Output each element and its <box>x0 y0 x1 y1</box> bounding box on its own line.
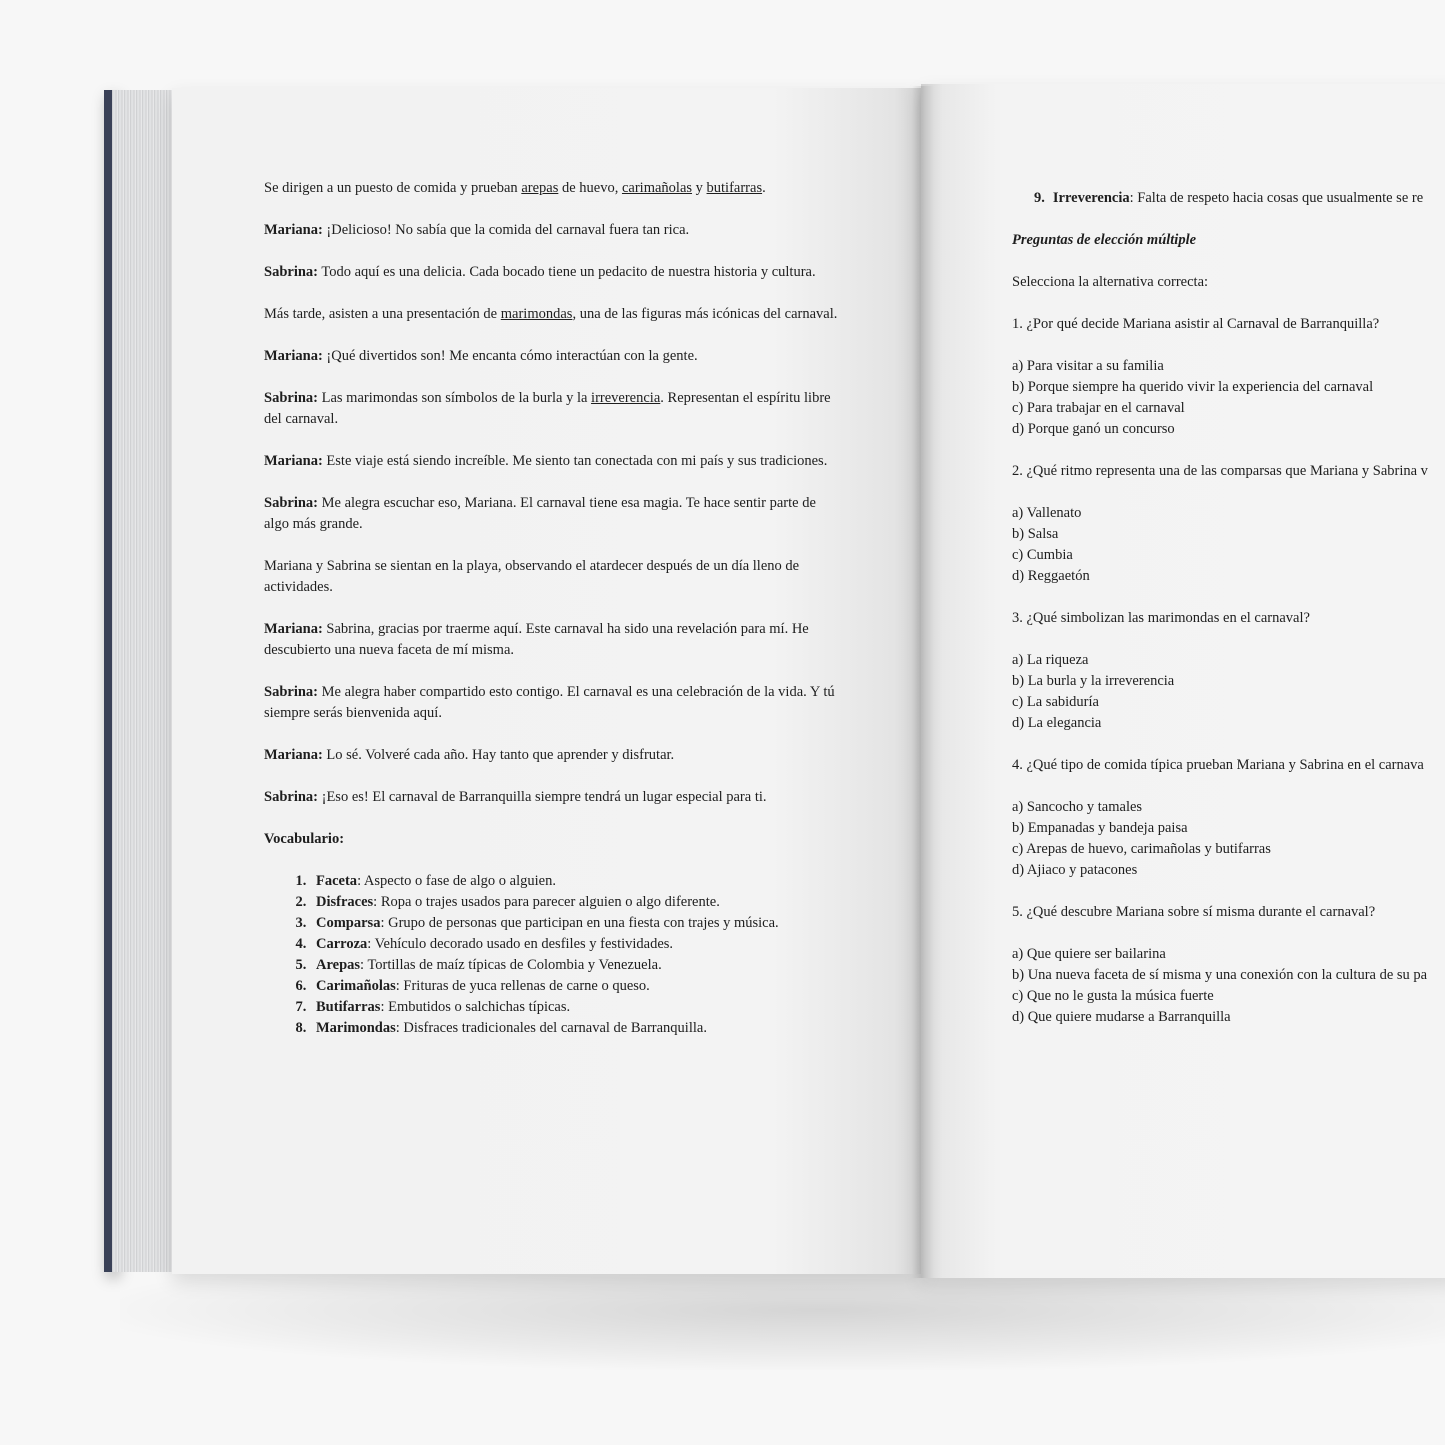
vocabulary-item-9 <box>1012 188 1445 209</box>
vocabulary-term: Irreverencia <box>1052 190 1130 206</box>
vocabulary-definition: : Embutidos o salchichas típicas. <box>380 999 571 1015</box>
narration-text: y <box>692 180 707 196</box>
page-stack-edge <box>112 90 174 1272</box>
dialogue-text: Me alegra haber compartido esto contigo. El carnaval es una celebración de la vida. Y tú siempre serás bienvenida aquí. <box>264 684 835 721</box>
dialogue-text: Me alegra escuchar eso, Mariana. El carnaval tiene esa magia. Te hace sentir parte de algo más grande. <box>264 495 816 532</box>
speaker-name: Mariana: <box>264 348 323 364</box>
dialogue-line <box>264 619 844 661</box>
dialogue-line <box>264 745 844 766</box>
dialogue-line <box>264 346 844 367</box>
answer-option: c) Arepas de huevo, carimañolas y butifarras <box>1012 841 1271 857</box>
answer-options <box>1012 503 1445 587</box>
question-text: 3. ¿Qué simbolizan las marimondas en el carnaval? <box>1012 610 1310 626</box>
answer-option: d) Porque ganó un concurso <box>1012 421 1175 437</box>
vocabulary-item <box>310 976 844 997</box>
dialogue-text: Sabrina, gracias por traerme aquí. Este carnaval ha sido una revelación para mí. He descubierto una nueva faceta de mí misma. <box>264 621 809 658</box>
vocabulary-term: Disfraces <box>316 894 374 910</box>
vocabulary-item <box>310 997 844 1018</box>
question-text: 5. ¿Qué descubre Mariana sobre sí misma durante el carnaval? <box>1012 904 1376 920</box>
dialogue-text: Lo sé. Volveré cada año. Hay tanto que aprender y disfrutar. <box>322 747 675 763</box>
answer-option: a) Que quiere ser bailarina <box>1012 946 1166 962</box>
answer-option: a) Para visitar a su familia <box>1012 358 1164 374</box>
instruction-text: Selecciona la alternativa correcta: <box>1012 274 1209 290</box>
vocabulary-item <box>310 934 844 955</box>
vocabulary-term: Marimondas <box>316 1020 396 1036</box>
underlined-word-carimanolas: carimañolas <box>621 180 693 196</box>
dialogue-text: Todo aquí es una delicia. Cada bocado tiene un pedacito de nuestra historia y cultura. <box>318 264 816 280</box>
vocabulary-term: Arepas <box>316 957 361 973</box>
speaker-name: Mariana: <box>264 747 323 763</box>
answer-option: a) Vallenato <box>1012 505 1082 521</box>
narration-text: , una de las figuras más icónicas del carnaval. <box>572 306 838 322</box>
vocabulary-item <box>310 955 844 976</box>
narration-beach: Mariana y Sabrina se sientan en la playa, observando el atardecer después de un día lleno de actividades. <box>264 558 800 595</box>
vocabulary-list <box>264 871 844 1039</box>
speaker-name: Sabrina: <box>264 390 318 406</box>
dialogue-line <box>264 493 844 535</box>
answer-options <box>1012 944 1445 1028</box>
question-text: 1. ¿Por qué decide Mariana asistir al Carnaval de Barranquilla? <box>1012 316 1380 332</box>
answer-option: a) La riqueza <box>1012 652 1089 668</box>
answer-option: b) Porque siempre ha querido vivir la experiencia del carnaval <box>1012 379 1374 395</box>
underlined-word-irreverencia: irreverencia <box>591 390 661 406</box>
answer-option: c) Que no le gusta la música fuerte <box>1012 988 1214 1004</box>
dialogue-text: Este viaje está siendo increíble. Me siento tan conectada con mi país y sus tradiciones. <box>322 453 828 469</box>
vocabulary-definition: : Aspecto o fase de algo o alguien. <box>357 873 556 889</box>
answer-option: c) Cumbia <box>1012 547 1073 563</box>
vocabulary-definition: : Frituras de yuca rellenas de carne o queso. <box>395 978 650 994</box>
speaker-name: Mariana: <box>264 453 323 469</box>
speaker-name: Sabrina: <box>264 495 318 511</box>
vocabulary-definition: : Grupo de personas que participan en una fiesta con trajes y música. <box>380 915 779 931</box>
answer-option: b) Salsa <box>1012 526 1059 542</box>
dialogue-text: ¡Delicioso! No sabía que la comida del carnaval fuera tan rica. <box>322 222 690 238</box>
vocabulary-definition: : Ropa o trajes usados para parecer alguien o algo diferente. <box>373 894 720 910</box>
vocabulary-term: Carimañolas <box>316 978 396 994</box>
answer-option: d) Que quiere mudarse a Barranquilla <box>1012 1009 1231 1025</box>
dialogue-line <box>264 388 844 430</box>
vocabulary-term: Carroza <box>316 936 368 952</box>
underlined-word-butifarras: butifarras <box>706 180 763 196</box>
answer-option: a) Sancocho y tamales <box>1012 799 1143 815</box>
dialogue-line <box>264 220 844 241</box>
left-page <box>172 88 924 1274</box>
left-page-text <box>264 178 844 1039</box>
answer-options <box>1012 650 1445 734</box>
dialogue-text: ¡Eso es! El carnaval de Barranquilla siempre tendrá un lugar especial para ti. <box>318 789 767 805</box>
right-page-text <box>1012 188 1445 1049</box>
vocabulary-definition: : Disfraces tradicionales del carnaval de Barranquilla. <box>395 1020 707 1036</box>
narration-food <box>264 178 844 199</box>
answer-options <box>1012 797 1445 881</box>
answer-option: d) La elegancia <box>1012 715 1102 731</box>
vocabulary-item <box>310 913 844 934</box>
answer-option: d) Ajiaco y patacones <box>1012 862 1138 878</box>
vocabulary-term: Faceta <box>316 873 358 889</box>
answer-option: b) Una nueva faceta de sí misma y una conexión con la cultura de su pa <box>1012 967 1428 983</box>
answer-option: b) Empanadas y bandeja paisa <box>1012 820 1188 836</box>
vocabulary-term: Comparsa <box>316 915 381 931</box>
vocabulary-term: Butifarras <box>316 999 381 1015</box>
dialogue-text: . Representan el espíritu libre del carnaval. <box>264 390 831 427</box>
speaker-name: Sabrina: <box>264 789 318 805</box>
right-page <box>921 84 1445 1278</box>
dialogue-line <box>264 682 844 724</box>
underlined-word-marimondas: marimondas <box>500 306 573 322</box>
underlined-word-arepas: arepas <box>521 180 559 196</box>
vocabulary-heading: Vocabulario: <box>264 831 345 847</box>
narration-text: . <box>762 180 766 196</box>
speaker-name: Mariana: <box>264 621 323 637</box>
vocabulary-item <box>310 871 844 892</box>
answer-option: c) Para trabajar en el carnaval <box>1012 400 1185 416</box>
dialogue-line <box>264 787 844 808</box>
narration-text: Más tarde, asisten a una presentación de <box>264 306 501 322</box>
speaker-name: Sabrina: <box>264 264 318 280</box>
vocabulary-definition: : Falta de respeto hacia cosas que usualmente se re <box>1129 190 1424 206</box>
answer-option: b) La burla y la irreverencia <box>1012 673 1175 689</box>
narration-text: Se dirigen a un puesto de comida y prueban <box>264 180 522 196</box>
vocabulary-definition: : Tortillas de maíz típicas de Colombia y Venezuela. <box>360 957 662 973</box>
vocabulary-number: 9. <box>1034 190 1045 206</box>
answer-options <box>1012 356 1445 440</box>
dialogue-text: ¡Qué divertidos son! Me encanta cómo interactúan con la gente. <box>322 348 698 364</box>
question-text: 4. ¿Qué tipo de comida típica prueban Mariana y Sabrina en el carnava <box>1012 757 1424 773</box>
vocabulary-item <box>310 892 844 913</box>
speaker-name: Sabrina: <box>264 684 318 700</box>
answer-option: c) La sabiduría <box>1012 694 1099 710</box>
vocabulary-definition: : Vehículo decorado usado en desfiles y festividades. <box>367 936 674 952</box>
vocabulary-item <box>310 1018 844 1039</box>
answer-option: d) Reggaetón <box>1012 568 1090 584</box>
multiple-choice-heading: Preguntas de elección múltiple <box>1012 232 1197 248</box>
dialogue-text: Las marimondas son símbolos de la burla y la <box>318 390 592 406</box>
dialogue-line <box>264 451 844 472</box>
question-text: 2. ¿Qué ritmo representa una de las comparsas que Mariana y Sabrina v <box>1012 463 1428 479</box>
speaker-name: Mariana: <box>264 222 323 238</box>
dialogue-line <box>264 262 844 283</box>
narration-text: de huevo, <box>558 180 622 196</box>
narration-marimondas <box>264 304 844 325</box>
book-gutter-shadow <box>912 86 934 1278</box>
